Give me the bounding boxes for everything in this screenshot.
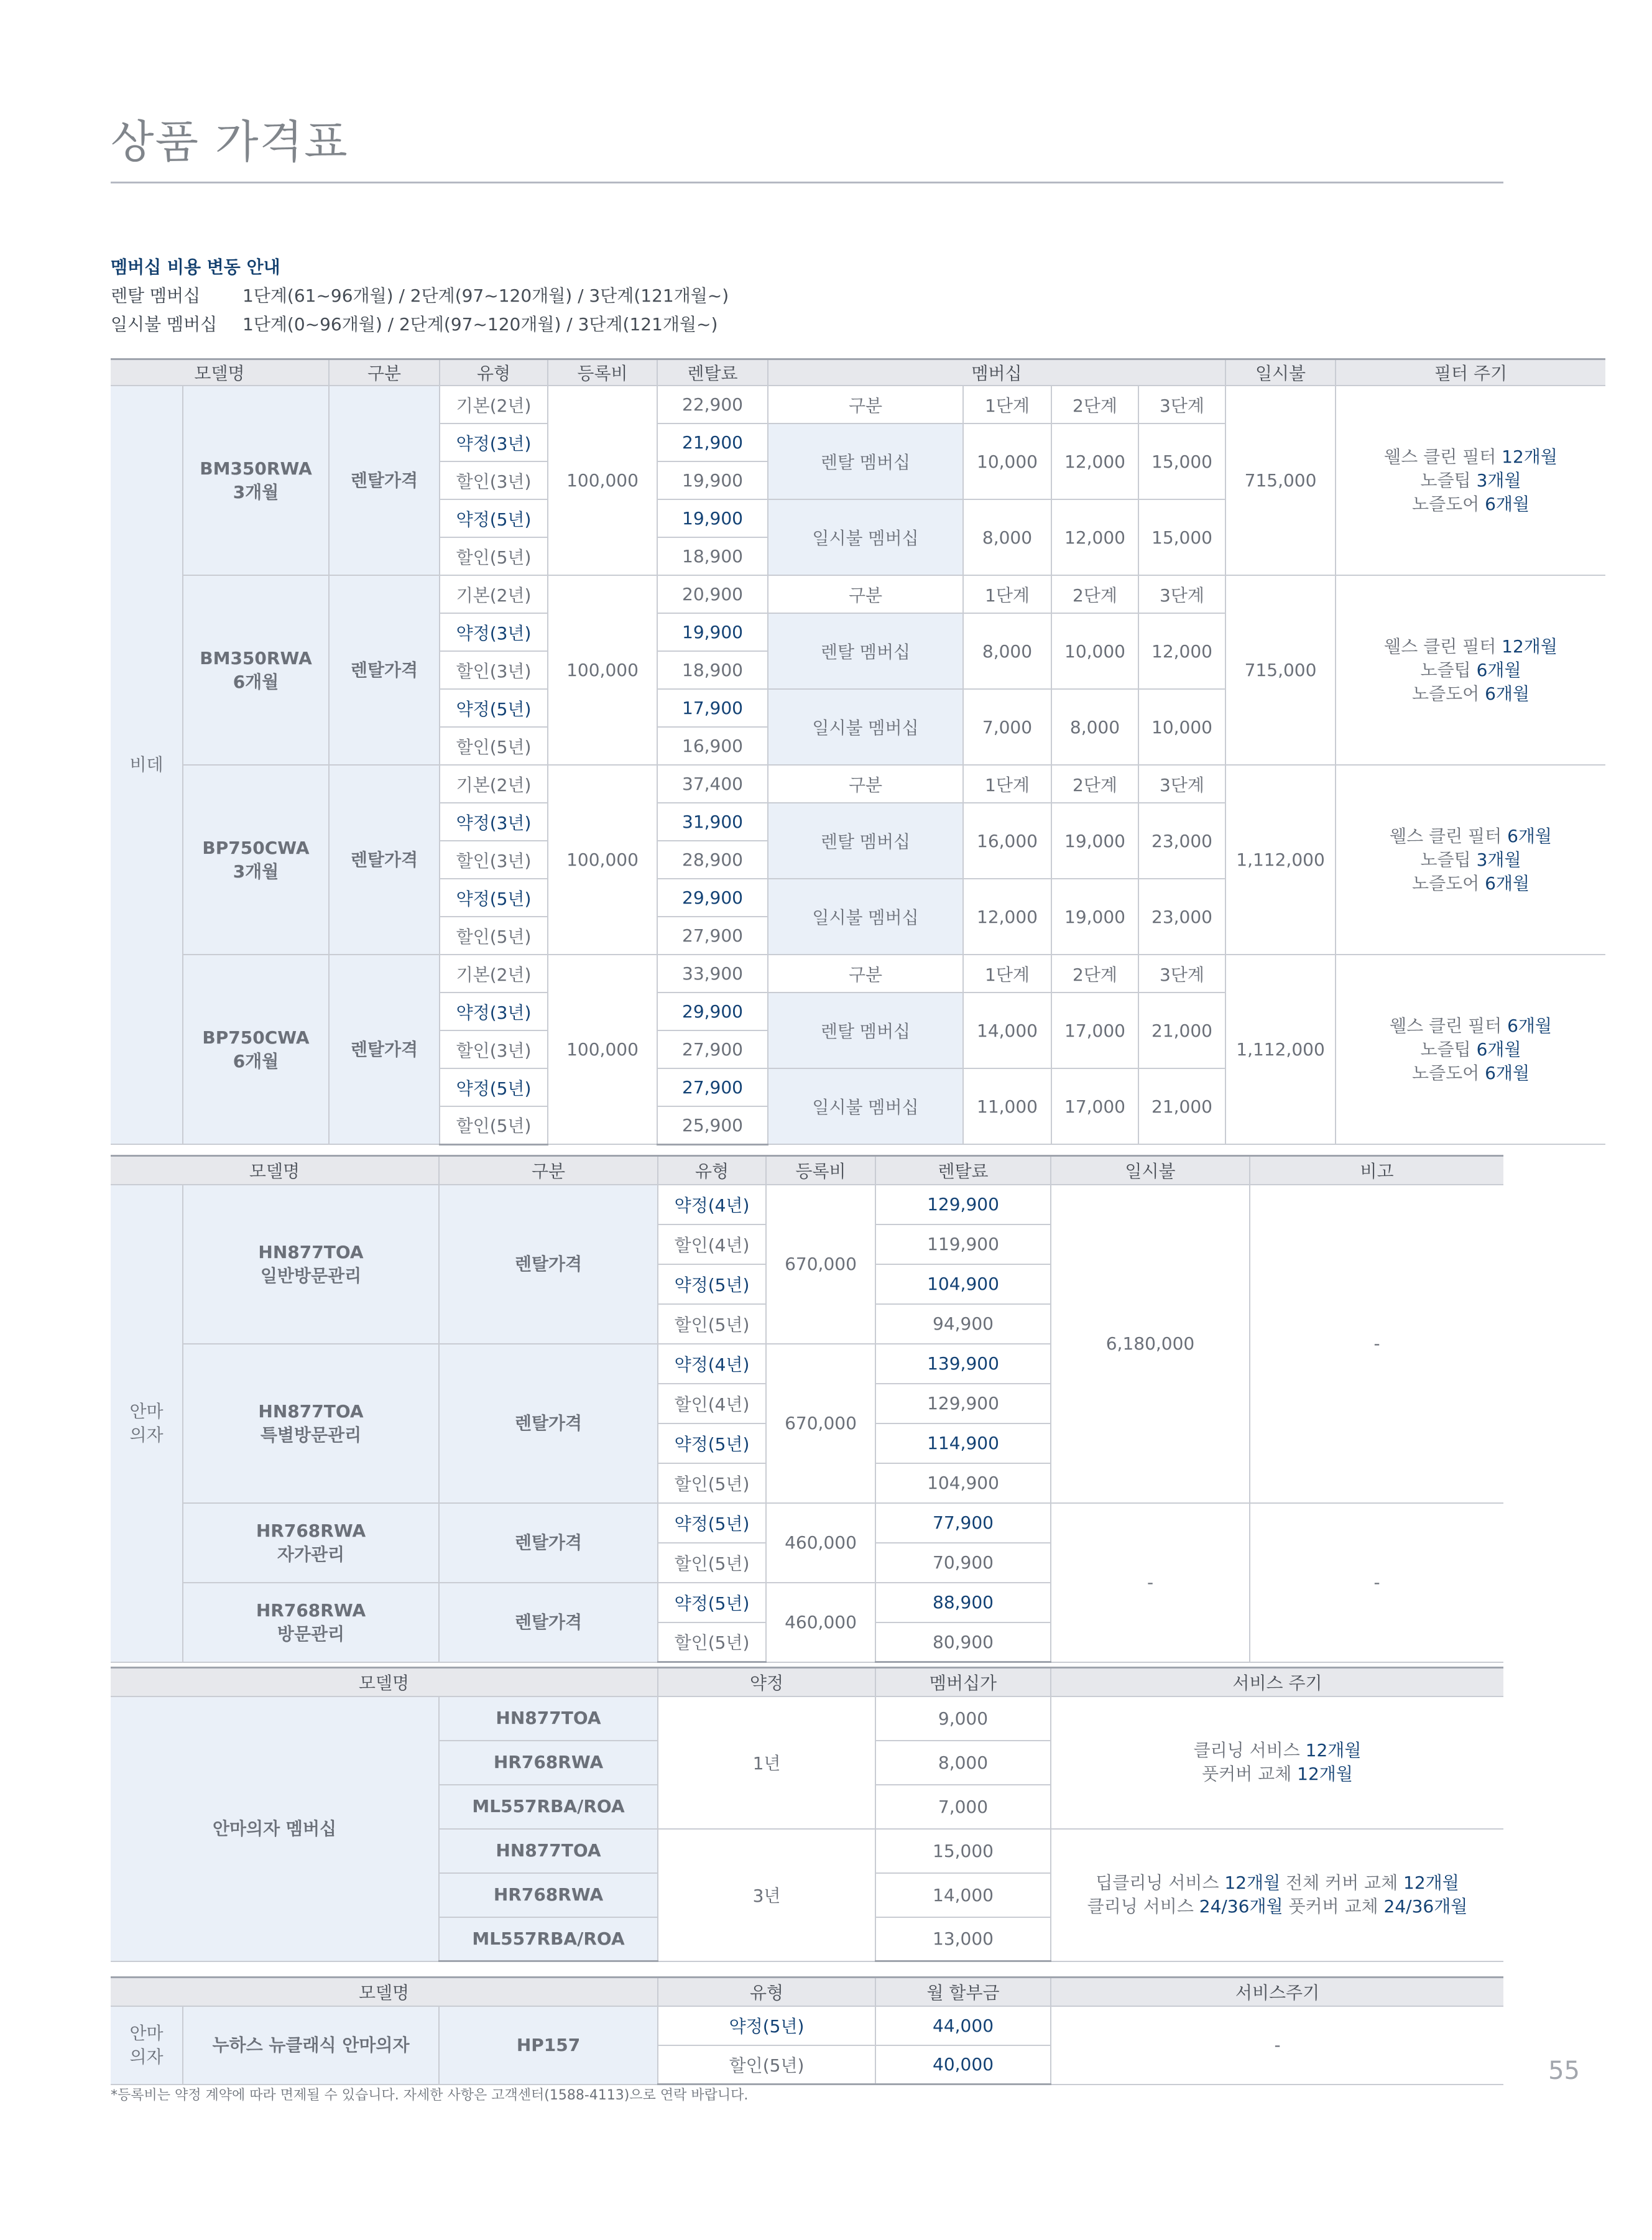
filter-item: 노즐도어 [1412,1062,1485,1083]
type-cell: 기본(2년) [440,765,548,803]
filter-period: 3개월 [1476,849,1521,870]
term-cell: 1년 [658,1696,875,1829]
category-cell [111,1185,183,1662]
model-code: BP750CWA [202,837,310,858]
type-cell: 할인(3년) [440,461,548,499]
header-reg-fee: 등록비 [766,1156,875,1185]
table-row [111,1696,1503,1741]
membership-label-cell: 일시불 멤버십 [768,879,963,955]
rental-fee-cell: 27,900 [657,1068,768,1106]
membership-price-cell: 13,000 [875,1917,1051,1961]
type-cell: 약정(3년) [440,423,548,461]
model-code-cell: HR768RWA [439,1741,658,1785]
membership-stage-cell: 8,000 [963,613,1051,689]
membership-stage-cell: 21,000 [1138,1068,1225,1144]
rental-fee-cell: 129,900 [875,1384,1051,1423]
lump-sum-cell: 6,180,000 [1051,1185,1250,1503]
category-cell: 비데 [111,386,183,1144]
rental-fee-cell: 104,900 [875,1463,1051,1503]
membership-notice-heading: 멤버십 비용 변동 안내 [111,257,280,277]
rental-fee-cell: 17,900 [657,689,768,727]
type-cell: 약정(5년) [658,1423,766,1463]
rental-fee-cell: 27,900 [657,917,768,955]
rental-fee-cell: 29,900 [657,879,768,917]
reg-fee-cell: 100,000 [548,765,657,955]
rental-fee-cell: 22,900 [657,386,768,423]
lump-sum-cell: 1,112,000 [1225,955,1336,1144]
reg-fee-cell: 100,000 [548,955,657,1144]
header-service-cycle: 서비스주기 [1051,1978,1503,2006]
membership-stage-cell: 17,000 [1051,993,1138,1068]
model-code: BP750CWA [202,1027,310,1048]
service-item: 풋커버 교체 [1283,1896,1384,1917]
title-divider [111,182,1503,183]
type-cell: 할인(3년) [440,841,548,879]
chair-header-row [111,1156,1503,1185]
membership-stage-cell: 12,000 [1138,613,1225,689]
rental-membership-notice [111,282,729,307]
rental-fee-cell: 80,900 [875,1622,1051,1662]
filter-item: 노즐도어 [1412,683,1485,704]
type-cell: 할인(5년) [440,537,548,575]
filter-period: 12개월 [1502,446,1557,467]
type-cell: 할인(5년) [658,1543,766,1583]
membership-subheader: 3단계 [1138,765,1225,803]
filter-line [1336,825,1605,848]
filter-period: 6개월 [1485,872,1530,894]
service-item: 전체 커버 교체 [1280,1872,1404,1893]
type-cell: 할인(5년) [440,727,548,765]
membership-stage-cell: 23,000 [1138,879,1225,955]
membership-subheader: 1단계 [963,575,1051,613]
filter-cycle-cell [1336,575,1605,765]
rental-fee-cell: 33,900 [657,955,768,993]
service-period: 12개월 [1224,1872,1281,1893]
filter-item: 노즐팁 [1420,849,1477,870]
header-membership-price: 멤버십가 [875,1668,1051,1696]
type-cell: 할인(3년) [440,1030,548,1068]
type-cell: 약정(4년) [658,1185,766,1224]
filter-period: 6개월 [1485,493,1530,514]
table-row [111,1503,1503,1543]
header-model: 모델명 [111,1978,658,2006]
monthly-installment-cell: 44,000 [875,2006,1051,2045]
type-cell: 기본(2년) [440,575,548,613]
rental-fee-cell: 104,900 [875,1264,1051,1304]
header-rental-fee: 렌탈료 [657,359,768,386]
filter-line [1336,848,1605,872]
membership-stage-cell: 16,000 [963,803,1051,879]
filter-line [1336,872,1605,896]
membership-stage-cell: 10,000 [1138,689,1225,765]
reg-fee-cell: 670,000 [766,1344,875,1503]
type-cell: 약정(5년) [658,2006,875,2045]
service-item: 딥클리닝 서비스 [1096,1872,1225,1893]
model-code-cell: HP157 [439,2006,658,2085]
model-management: 특별방문관리 [260,1424,362,1445]
type-cell: 약정(5년) [440,499,548,537]
model-code: HN877TOA [258,1400,364,1422]
header-rental-fee: 렌탈료 [875,1156,1051,1185]
membership-subheader: 1단계 [963,765,1051,803]
model-management: 일반방문관리 [260,1265,362,1286]
membership-stage-cell: 7,000 [963,689,1051,765]
service-item: 클리닝 서비스 [1193,1740,1306,1761]
classic-massage-chair-table [111,1976,1503,2085]
header-membership: 멤버십 [768,359,1225,386]
product-name-cell: 누하스 뉴클래식 안마의자 [183,2006,439,2085]
membership-stage-cell: 17,000 [1051,1068,1138,1144]
filter-period: 3개월 [1476,470,1521,491]
type-cell: 약정(5년) [440,689,548,727]
rental-fee-cell: 88,900 [875,1583,1051,1622]
membership-price-cell: 8,000 [875,1741,1051,1785]
onetime-membership-label: 일시불 멤버십 [111,314,218,335]
lump-sum-cell: 1,112,000 [1225,765,1336,955]
header-kind: 구분 [329,359,440,386]
service-cycle-cell [1051,1829,1503,1961]
model-name-cell [183,955,329,1144]
membership-subheader: 2단계 [1051,955,1138,993]
header-type: 유형 [658,1156,766,1185]
membership-label-cell: 렌탈 멤버십 [768,613,963,689]
membership-label-cell: 렌탈 멤버십 [768,423,963,499]
model-cycle: 3개월 [233,481,279,502]
bidet-header-row [111,359,1605,386]
category-line: 의자 [129,1424,164,1445]
kind-cell: 렌탈가격 [329,955,440,1144]
membership-subheader: 구분 [768,386,963,423]
filter-line [1336,1014,1605,1038]
type-cell: 할인(5년) [658,1463,766,1503]
membership-stage-cell: 21,000 [1138,993,1225,1068]
lump-sum-cell: 715,000 [1225,575,1336,765]
rental-fee-cell: 19,900 [657,613,768,651]
page-number: 55 [1548,2057,1580,2085]
rental-fee-cell: 18,900 [657,651,768,689]
model-name-cell [183,386,329,575]
type-cell: 약정(4년) [658,1344,766,1384]
model-code-cell: HN877TOA [439,1829,658,1873]
term-cell: 3년 [658,1829,875,1961]
filter-line [1336,659,1605,682]
filter-period: 6개월 [1507,825,1552,846]
note-cell: - [1250,1185,1503,1503]
type-cell: 약정(3년) [440,993,548,1030]
filter-item: 노즐팁 [1420,470,1477,491]
type-cell: 약정(5년) [440,879,548,917]
model-name-cell [183,765,329,955]
reg-fee-cell: 100,000 [548,386,657,575]
header-type: 유형 [440,359,548,386]
table-row [111,575,1605,613]
service-line [1051,1871,1503,1895]
header-kind: 구분 [439,1156,658,1185]
filter-period: 6개월 [1476,1039,1521,1060]
model-management: 방문관리 [277,1623,345,1644]
bidet-price-table [111,358,1605,1145]
model-code-cell: ML557RBA/ROA [439,1917,658,1961]
membership-stage-cell: 11,000 [963,1068,1051,1144]
filter-item: 노즐도어 [1412,872,1485,894]
header-model: 모델명 [111,1668,658,1696]
rental-fee-cell: 25,900 [657,1106,768,1144]
reg-fee-cell: 460,000 [766,1503,875,1583]
filter-line [1336,682,1605,706]
filter-item: 웰스 클린 필터 [1390,825,1508,846]
filter-line [1336,635,1605,659]
membership-subheader: 2단계 [1051,575,1138,613]
type-cell: 할인(4년) [658,1384,766,1423]
membership-stage-cell: 12,000 [1051,423,1138,499]
table-row [111,765,1605,803]
header-filter-cycle: 필터 주기 [1336,359,1605,386]
table-row [111,386,1605,423]
membership-stage-cell: 10,000 [963,423,1051,499]
model-name-cell [183,1503,439,1583]
model-code: BM350RWA [200,458,312,479]
model-management: 자가관리 [277,1543,345,1565]
filter-cycle-cell [1336,765,1605,955]
membership-stage-cell: 19,000 [1051,879,1138,955]
membership-subheader: 1단계 [963,955,1051,993]
page-title: 상품 가격표 [111,116,349,168]
filter-period: 6개월 [1485,1062,1530,1083]
type-cell: 약정(5년) [440,1068,548,1106]
filter-period: 6개월 [1476,659,1521,680]
header-term: 약정 [658,1668,875,1696]
rental-fee-cell: 18,900 [657,537,768,575]
rental-membership-label: 렌탈 멤버십 [111,285,201,306]
type-cell: 기본(2년) [440,955,548,993]
membership-header-row [111,1668,1503,1696]
type-cell: 할인(5년) [440,1106,548,1144]
reg-fee-cell: 100,000 [548,575,657,765]
membership-stage-cell: 12,000 [963,879,1051,955]
membership-stage-cell: 19,000 [1051,803,1138,879]
membership-stage-cell: 10,000 [1051,613,1138,689]
membership-subheader: 2단계 [1051,386,1138,423]
header-lump-sum: 일시불 [1051,1156,1250,1185]
membership-label-cell: 렌탈 멤버십 [768,993,963,1068]
service-line [1051,1895,1503,1918]
model-code: BM350RWA [200,647,312,669]
membership-subheader: 3단계 [1138,575,1225,613]
filter-period: 6개월 [1485,683,1530,704]
rental-fee-cell: 139,900 [875,1344,1051,1384]
header-model: 모델명 [111,1156,439,1185]
membership-subheader: 3단계 [1138,955,1225,993]
type-cell: 약정(5년) [658,1503,766,1543]
rental-fee-cell: 31,900 [657,803,768,841]
membership-stage-cell: 12,000 [1051,499,1138,575]
rental-fee-cell: 27,900 [657,1030,768,1068]
massage-chair-membership-table [111,1667,1503,1962]
header-model: 모델명 [111,359,329,386]
membership-label-cell: 일시불 멤버십 [768,499,963,575]
rental-fee-cell: 114,900 [875,1423,1051,1463]
table-row [111,1185,1503,1224]
rental-fee-cell: 19,900 [657,499,768,537]
filter-item: 웰스 클린 필터 [1384,446,1502,467]
membership-label-cell: 안마의자 멤버십 [111,1696,439,1961]
rental-fee-cell: 29,900 [657,993,768,1030]
membership-price-cell: 14,000 [875,1873,1051,1917]
model-name-cell [183,1344,439,1503]
rental-fee-cell: 94,900 [875,1304,1051,1344]
lump-sum-cell: 715,000 [1225,386,1336,575]
filter-line [1336,469,1605,493]
filter-period: 6개월 [1507,1015,1552,1036]
header-monthly-installment: 월 할부금 [875,1978,1051,2006]
filter-cycle-cell [1336,955,1605,1144]
rental-fee-cell: 119,900 [875,1224,1051,1264]
service-period: 24/36개월 [1383,1896,1468,1917]
massage-chair-price-table [111,1155,1503,1663]
filter-item: 웰스 클린 필터 [1390,1015,1508,1036]
category-line: 의자 [129,2046,164,2067]
kind-cell: 렌탈가격 [329,765,440,955]
kind-cell: 렌탈가격 [439,1503,658,1583]
kind-cell: 렌탈가격 [329,386,440,575]
membership-price-cell: 7,000 [875,1785,1051,1829]
membership-subheader: 3단계 [1138,386,1225,423]
type-cell: 약정(5년) [658,1264,766,1304]
membership-subheader: 구분 [768,765,963,803]
filter-item: 노즐팁 [1420,659,1477,680]
kind-cell: 렌탈가격 [439,1185,658,1344]
model-name-cell [183,575,329,765]
rental-membership-value: 1단계(61~96개월) / 2단계(97~120개월) / 3단계(121개월~) [242,285,729,306]
membership-stage-cell: 23,000 [1138,803,1225,879]
model-name-cell [183,1583,439,1662]
service-line [1051,1762,1503,1786]
classic-header-row [111,1978,1503,2006]
reg-fee-cell: 460,000 [766,1583,875,1662]
membership-subheader: 1단계 [963,386,1051,423]
type-cell: 약정(3년) [440,803,548,841]
membership-stage-cell: 8,000 [1051,689,1138,765]
filter-cycle-cell [1336,386,1605,575]
type-cell: 약정(5년) [658,1583,766,1622]
header-lump-sum: 일시불 [1225,359,1336,386]
membership-stage-cell: 14,000 [963,993,1051,1068]
model-code-cell: HN877TOA [439,1696,658,1741]
model-cycle: 6개월 [233,1050,279,1071]
model-cycle: 6개월 [233,671,279,692]
kind-cell: 렌탈가격 [329,575,440,765]
model-code: HR768RWA [256,1520,366,1541]
membership-stage-cell: 8,000 [963,499,1051,575]
service-line [1051,1739,1503,1762]
rental-fee-cell: 21,900 [657,423,768,461]
filter-line [1336,493,1605,516]
category-cell [111,2006,183,2085]
filter-item: 노즐도어 [1412,493,1485,514]
filter-item: 웰스 클린 필터 [1384,636,1502,657]
lump-sum-cell: - [1051,1503,1250,1662]
header-reg-fee: 등록비 [548,359,657,386]
membership-subheader: 구분 [768,955,963,993]
service-cycle-cell [1051,1696,1503,1829]
service-item: 풋커버 교체 [1202,1764,1298,1784]
rental-fee-cell: 129,900 [875,1185,1051,1224]
type-cell: 할인(3년) [440,651,548,689]
rental-fee-cell: 77,900 [875,1503,1051,1543]
model-code-cell: ML557RBA/ROA [439,1785,658,1829]
rental-fee-cell: 37,400 [657,765,768,803]
rental-fee-cell: 16,900 [657,727,768,765]
header-note: 비고 [1250,1156,1503,1185]
service-item: 클리닝 서비스 [1087,1896,1199,1917]
membership-subheader: 구분 [768,575,963,613]
service-period: 12개월 [1297,1764,1353,1784]
onetime-membership-value: 1단계(0~96개월) / 2단계(97~120개월) / 3단계(121개월~) [242,314,718,335]
onetime-membership-notice [111,311,718,336]
membership-stage-cell: 15,000 [1138,423,1225,499]
rental-fee-cell: 28,900 [657,841,768,879]
kind-cell: 렌탈가격 [439,1344,658,1503]
model-code-cell: HR768RWA [439,1873,658,1917]
type-cell: 할인(5년) [440,917,548,955]
model-name-cell [183,1185,439,1344]
category-line: 안마 [129,2022,164,2043]
category-line: 안마 [129,1400,164,1422]
filter-period: 12개월 [1502,636,1557,657]
monthly-installment-cell: 40,000 [875,2045,1051,2085]
header-type: 유형 [658,1978,875,2006]
membership-label-cell: 일시불 멤버십 [768,1068,963,1144]
type-cell: 할인(5년) [658,1622,766,1662]
membership-price-cell: 9,000 [875,1696,1051,1741]
service-cycle-cell: - [1051,2006,1503,2085]
membership-stage-cell: 15,000 [1138,499,1225,575]
type-cell: 약정(3년) [440,613,548,651]
type-cell: 기본(2년) [440,386,548,423]
service-period: 24/36개월 [1199,1896,1283,1917]
membership-price-cell: 15,000 [875,1829,1051,1873]
model-code: HN877TOA [258,1241,364,1262]
reg-fee-cell: 670,000 [766,1185,875,1344]
membership-label-cell: 일시불 멤버십 [768,689,963,765]
table-row [111,2006,1503,2045]
rental-fee-cell: 19,900 [657,461,768,499]
note-cell: - [1250,1503,1503,1662]
table-row [111,955,1605,993]
service-period: 12개월 [1305,1740,1362,1761]
kind-cell: 렌탈가격 [439,1583,658,1662]
type-cell: 할인(5년) [658,2045,875,2085]
filter-line [1336,445,1605,469]
filter-line [1336,1038,1605,1062]
service-period: 12개월 [1403,1872,1459,1893]
rental-fee-cell: 20,900 [657,575,768,613]
membership-subheader: 2단계 [1051,765,1138,803]
membership-label-cell: 렌탈 멤버십 [768,803,963,879]
model-code: HR768RWA [256,1599,366,1621]
model-cycle: 3개월 [233,861,279,882]
filter-line [1336,1062,1605,1085]
rental-fee-cell: 70,900 [875,1543,1051,1583]
header-service-cycle: 서비스 주기 [1051,1668,1503,1696]
type-cell: 할인(5년) [658,1304,766,1344]
filter-item: 노즐팁 [1420,1039,1477,1060]
type-cell: 할인(4년) [658,1224,766,1264]
footnote: *등록비는 약정 계약에 따라 면제될 수 있습니다. 자세한 사항은 고객센터(1588-4113)으로 연락 바랍니다. [111,2088,749,2103]
